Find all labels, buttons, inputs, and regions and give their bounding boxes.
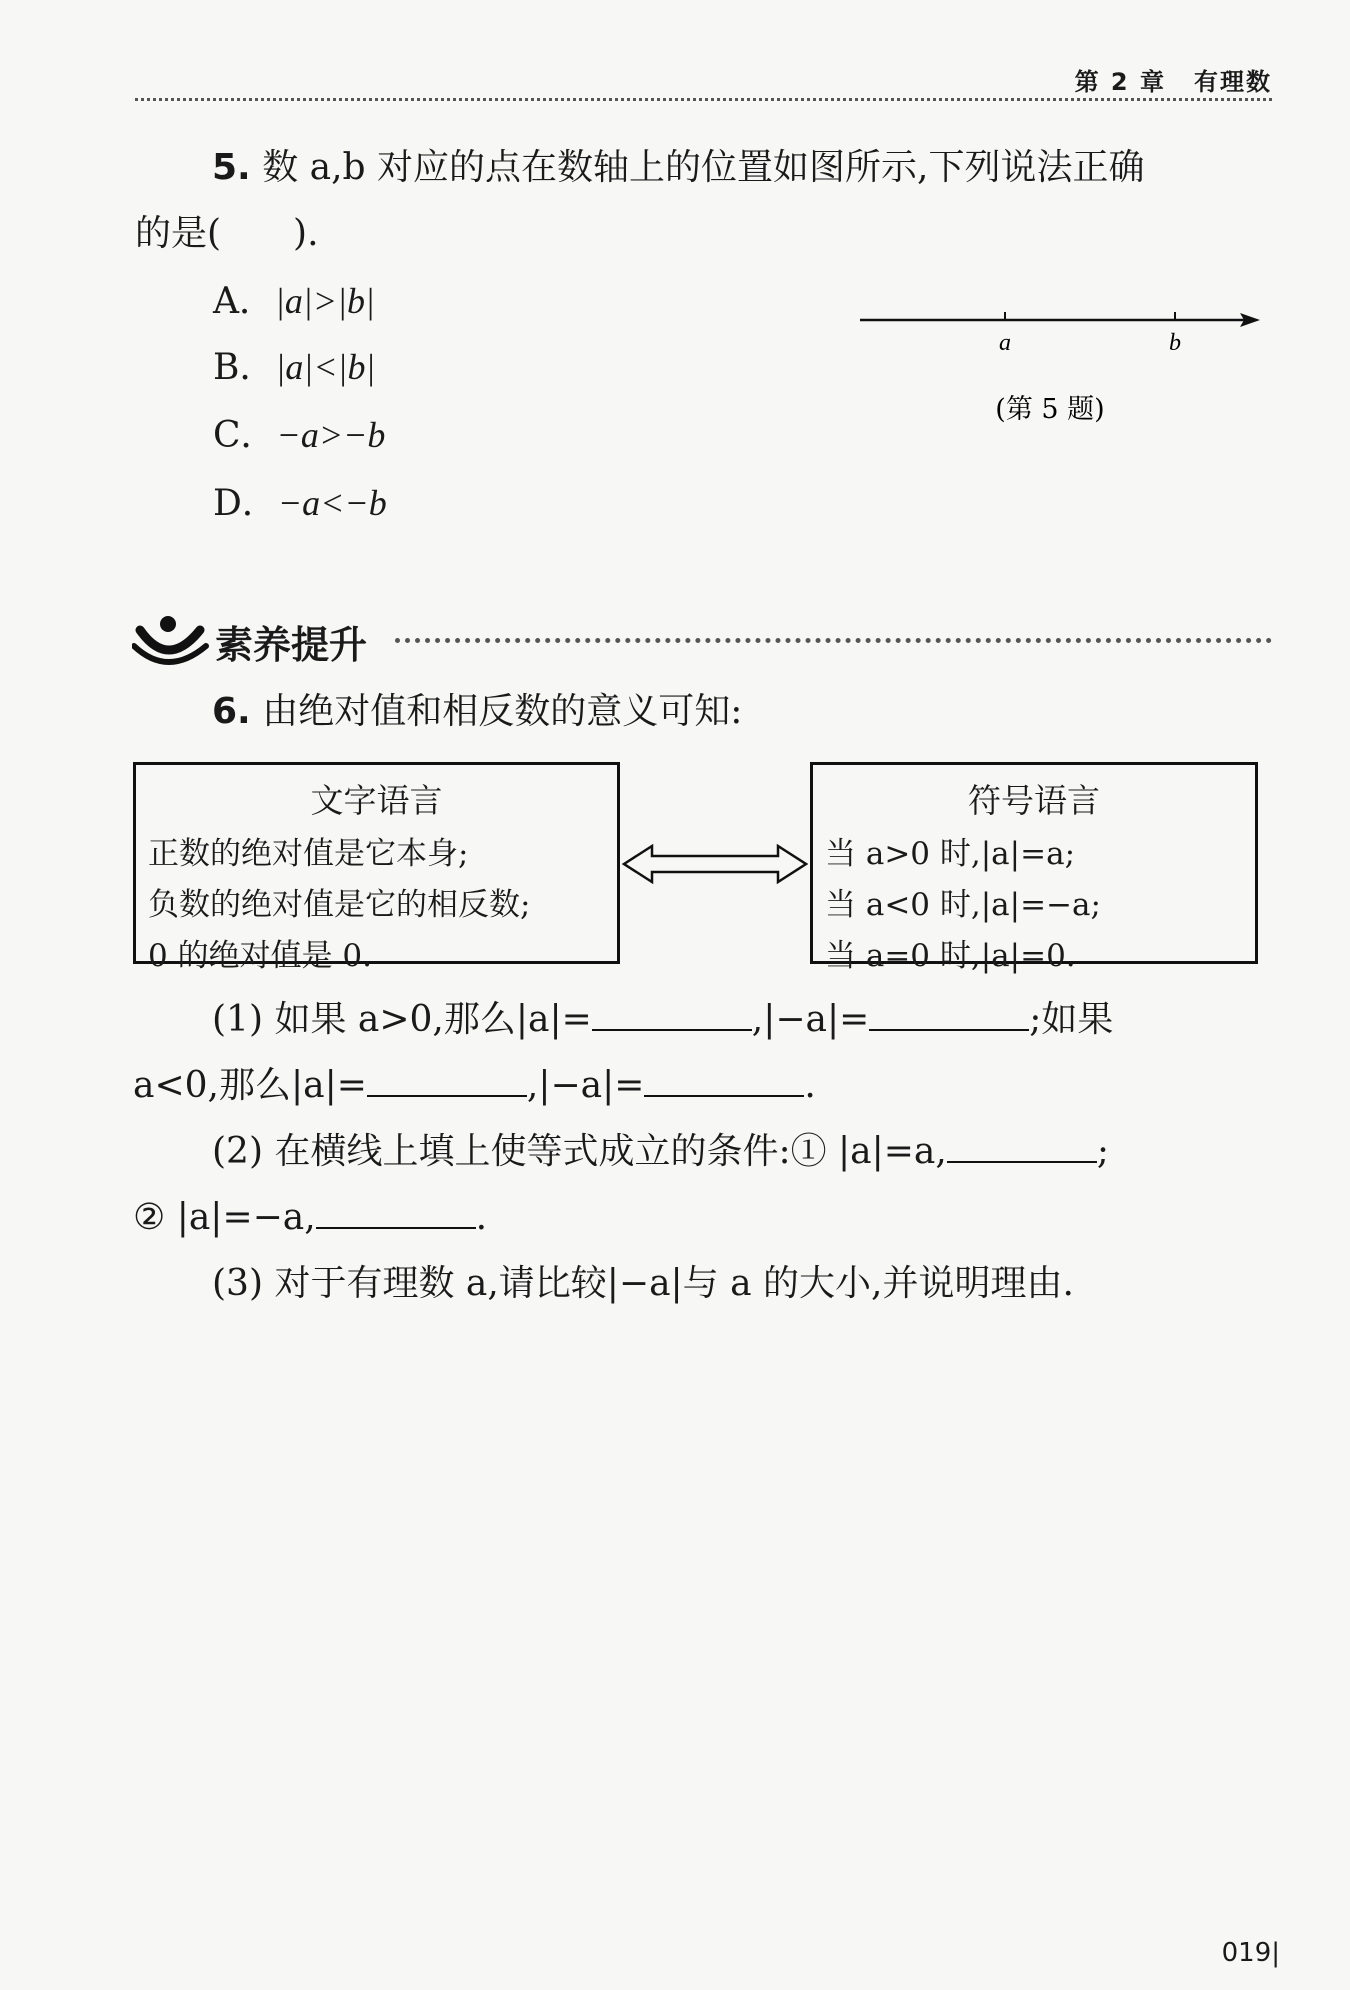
page-number: 019| xyxy=(1221,1938,1280,1968)
part1-text: . xyxy=(804,1065,816,1106)
answer-blank[interactable] xyxy=(644,1065,804,1097)
q5-option-d xyxy=(213,482,387,525)
answer-blank[interactable] xyxy=(947,1131,1097,1163)
q5-number: 5. xyxy=(212,147,251,188)
part1-text: a<0,那么|a|= xyxy=(133,1065,367,1106)
q5-option-c xyxy=(213,414,385,457)
part2-text: (2) 在横线上填上使等式成立的条件:① |a|=a, xyxy=(212,1131,947,1172)
box-line: 正数的绝对值是它本身; xyxy=(148,836,469,872)
part1-text: ;如果 xyxy=(1029,999,1114,1040)
number-line-figure xyxy=(860,300,1280,440)
part2-text: . xyxy=(475,1197,488,1238)
part1-text: ,|−a|= xyxy=(751,999,870,1040)
word-language-box xyxy=(133,762,620,974)
q6-part2-line1 xyxy=(212,1130,1109,1173)
answer-blank[interactable] xyxy=(592,999,752,1031)
box-line: 0 的绝对值是 0. xyxy=(148,938,373,974)
box-line: 负数的绝对值是它的相反数; xyxy=(148,887,531,923)
box-line: 当 a<0 时,|a|=−a; xyxy=(825,887,1101,923)
q5-stem-text: 数 a,b 对应的点在数轴上的位置如图所示,下列说法正确 xyxy=(262,147,1145,188)
option-letter: B． xyxy=(213,347,276,388)
q5-stem-line1 xyxy=(212,146,1144,189)
q6-part1-line1 xyxy=(212,998,1113,1041)
figure-caption: (第 5 题) xyxy=(995,394,1105,425)
box-line: 当 a>0 时,|a|=a; xyxy=(825,836,1076,872)
q6-part1-line2 xyxy=(133,1064,816,1107)
chapter-number: 第 2 章 xyxy=(1074,68,1166,96)
answer-blank[interactable] xyxy=(367,1065,527,1097)
q6-stem xyxy=(212,690,742,733)
option-letter: D． xyxy=(213,483,278,524)
box-line: 当 a=0 时,|a|=0. xyxy=(825,938,1076,974)
section-title: 素养提升 xyxy=(215,623,368,667)
answer-blank[interactable] xyxy=(316,1197,476,1229)
box-title: 文字语言 xyxy=(310,781,443,820)
box-title: 符号语言 xyxy=(968,781,1100,820)
part2-text: ; xyxy=(1096,1131,1109,1172)
q6-number: 6. xyxy=(212,691,251,732)
option-text: −a<−b xyxy=(277,483,387,523)
q6-part2-line2 xyxy=(133,1196,487,1239)
label-b: b xyxy=(1169,330,1181,356)
option-text: −a>−b xyxy=(276,415,386,455)
option-text: |a|<|b| xyxy=(275,347,376,387)
symbol-language-box xyxy=(810,762,1258,974)
q6-stem-text: 由绝对值和相反数的意义可知: xyxy=(262,691,743,732)
part1-text: (1) 如果 a>0,那么|a|= xyxy=(212,999,592,1040)
q5-stem-line2: 的是( ). xyxy=(135,213,319,254)
header-divider xyxy=(135,98,1272,101)
part2-text: ② |a|=−a, xyxy=(133,1197,316,1238)
q5-option-b xyxy=(213,346,375,389)
running-head xyxy=(1075,62,1272,97)
q6-part3: (3) 对于有理数 a,请比较|−a|与 a 的大小,并说明理由. xyxy=(212,1263,1074,1304)
option-letter: C． xyxy=(213,415,277,456)
smile-arc-icon xyxy=(132,612,212,668)
q5-option-a xyxy=(213,280,375,323)
double-arrow-icon xyxy=(622,842,808,886)
option-letter: A． xyxy=(213,281,275,322)
option-text: |a|>|b| xyxy=(275,281,375,321)
part1-text: ,|−a|= xyxy=(526,1065,645,1106)
chapter-title: 有理数 xyxy=(1194,68,1272,96)
label-a: a xyxy=(999,330,1011,356)
answer-blank[interactable] xyxy=(869,999,1029,1031)
section-divider xyxy=(395,638,1272,643)
